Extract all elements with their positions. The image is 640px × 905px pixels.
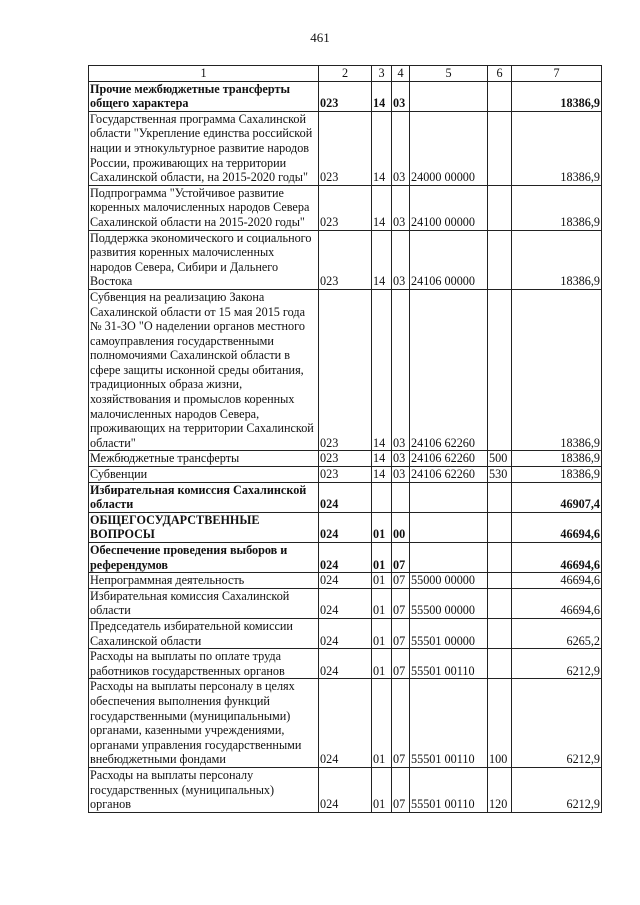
- row-name-cell: Избирательная комиссия Сахалинской области: [89, 482, 319, 512]
- row-ministry-cell: 023: [319, 81, 372, 111]
- row-ministry-cell: 024: [319, 573, 372, 589]
- row-section-cell: 01: [372, 512, 392, 542]
- row-amount-cell: 46694,6: [512, 512, 602, 542]
- row-subsection-cell: 07: [392, 588, 410, 618]
- row-ministry-cell: 024: [319, 482, 372, 512]
- budget-table: [88, 65, 602, 813]
- row-section-cell: 01: [372, 767, 392, 812]
- row-target-cell: 24106 62260: [410, 451, 488, 467]
- row-section-cell: 14: [372, 81, 392, 111]
- row-expense-type-cell: [488, 543, 512, 573]
- table-row: [89, 467, 602, 483]
- row-ministry-cell: 023: [319, 185, 372, 230]
- row-subsection-cell: 07: [392, 618, 410, 648]
- column-header: 1: [89, 66, 319, 82]
- row-name-cell: Расходы на выплаты персоналу государственных (муниципальных) органов: [89, 767, 319, 812]
- row-expense-type-cell: [488, 588, 512, 618]
- row-section-cell: 14: [372, 467, 392, 483]
- table-row: [89, 543, 602, 573]
- row-name-cell: Поддержка экономического и социального развития коренных малочисленных народов Севера, Сибири и Дальнего Востока: [89, 230, 319, 289]
- row-subsection-cell: 03: [392, 185, 410, 230]
- row-amount-cell: 46907,4: [512, 482, 602, 512]
- row-name-cell: Подпрограмма "Устойчивое развитие коренных малочисленных народов Севера Сахалинской области на 2015-2020 годы": [89, 185, 319, 230]
- row-amount-cell: 18386,9: [512, 185, 602, 230]
- row-target-cell: 24000 00000: [410, 111, 488, 185]
- row-ministry-cell: 023: [319, 451, 372, 467]
- table-row: [89, 482, 602, 512]
- row-ministry-cell: 023: [319, 230, 372, 289]
- table-row: [89, 111, 602, 185]
- row-name-cell: Непрограммная деятельность: [89, 573, 319, 589]
- row-section-cell: 14: [372, 230, 392, 289]
- table-row: [89, 81, 602, 111]
- table-row: [89, 618, 602, 648]
- row-section-cell: 14: [372, 111, 392, 185]
- row-expense-type-cell: [488, 618, 512, 648]
- row-expense-type-cell: [488, 512, 512, 542]
- table-row: [89, 185, 602, 230]
- row-amount-cell: 18386,9: [512, 451, 602, 467]
- row-amount-cell: 18386,9: [512, 230, 602, 289]
- table-row: [89, 588, 602, 618]
- row-amount-cell: 18386,9: [512, 467, 602, 483]
- row-name-cell: Председатель избирательной комиссии Сахалинской области: [89, 618, 319, 648]
- column-header: 6: [488, 66, 512, 82]
- row-subsection-cell: 07: [392, 573, 410, 589]
- row-target-cell: 55501 00110: [410, 649, 488, 679]
- row-expense-type-cell: 530: [488, 467, 512, 483]
- row-target-cell: [410, 81, 488, 111]
- row-name-cell: ОБЩЕГОСУДАРСТВЕННЫЕ ВОПРОСЫ: [89, 512, 319, 542]
- page-number: 461: [310, 30, 330, 45]
- row-target-cell: [410, 543, 488, 573]
- row-expense-type-cell: [488, 111, 512, 185]
- table-row: [89, 573, 602, 589]
- column-header: 7: [512, 66, 602, 82]
- row-expense-type-cell: 500: [488, 451, 512, 467]
- row-section-cell: 01: [372, 588, 392, 618]
- row-section-cell: 01: [372, 543, 392, 573]
- row-name-cell: Расходы на выплаты персоналу в целях обеспечения выполнения функций государственными (муниципальными) органами, казенными учреждениями, органами управления государственными внебюджетными фондами: [89, 679, 319, 768]
- row-ministry-cell: 023: [319, 111, 372, 185]
- column-header: 2: [319, 66, 372, 82]
- row-target-cell: 55501 00000: [410, 618, 488, 648]
- row-target-cell: [410, 512, 488, 542]
- row-amount-cell: 6265,2: [512, 618, 602, 648]
- row-subsection-cell: 07: [392, 679, 410, 768]
- row-subsection-cell: 07: [392, 543, 410, 573]
- row-ministry-cell: 023: [319, 467, 372, 483]
- row-ministry-cell: 023: [319, 289, 372, 451]
- row-section-cell: 01: [372, 649, 392, 679]
- row-target-cell: 55501 00110: [410, 679, 488, 768]
- row-target-cell: 24100 00000: [410, 185, 488, 230]
- row-name-cell: Расходы на выплаты по оплате труда работников государственных органов: [89, 649, 319, 679]
- row-name-cell: Избирательная комиссия Сахалинской области: [89, 588, 319, 618]
- row-expense-type-cell: [488, 81, 512, 111]
- row-amount-cell: 6212,9: [512, 679, 602, 768]
- row-section-cell: 14: [372, 451, 392, 467]
- row-name-cell: Прочие межбюджетные трансферты общего характера: [89, 81, 319, 111]
- row-ministry-cell: 024: [319, 588, 372, 618]
- table-row: [89, 451, 602, 467]
- row-section-cell: [372, 482, 392, 512]
- row-subsection-cell: 03: [392, 111, 410, 185]
- row-subsection-cell: 03: [392, 81, 410, 111]
- row-subsection-cell: 07: [392, 767, 410, 812]
- row-subsection-cell: 03: [392, 467, 410, 483]
- row-amount-cell: 18386,9: [512, 289, 602, 451]
- row-expense-type-cell: [488, 230, 512, 289]
- row-ministry-cell: 024: [319, 679, 372, 768]
- row-subsection-cell: 00: [392, 512, 410, 542]
- row-target-cell: 55000 00000: [410, 573, 488, 589]
- column-header: 5: [410, 66, 488, 82]
- row-expense-type-cell: [488, 649, 512, 679]
- row-ministry-cell: 024: [319, 649, 372, 679]
- column-header: 4: [392, 66, 410, 82]
- row-expense-type-cell: [488, 289, 512, 451]
- row-amount-cell: 46694,6: [512, 573, 602, 589]
- row-amount-cell: 46694,6: [512, 588, 602, 618]
- table-row: [89, 512, 602, 542]
- column-header-row: [89, 66, 602, 82]
- row-expense-type-cell: 100: [488, 679, 512, 768]
- row-subsection-cell: 03: [392, 230, 410, 289]
- column-header: 3: [372, 66, 392, 82]
- row-expense-type-cell: 120: [488, 767, 512, 812]
- row-ministry-cell: 024: [319, 618, 372, 648]
- row-ministry-cell: 024: [319, 512, 372, 542]
- table-row: [89, 230, 602, 289]
- row-ministry-cell: 024: [319, 543, 372, 573]
- row-target-cell: 24106 62260: [410, 289, 488, 451]
- row-name-cell: Межбюджетные трансферты: [89, 451, 319, 467]
- row-target-cell: 24106 62260: [410, 467, 488, 483]
- row-amount-cell: 6212,9: [512, 649, 602, 679]
- row-subsection-cell: 07: [392, 649, 410, 679]
- row-subsection-cell: [392, 482, 410, 512]
- row-section-cell: 14: [372, 289, 392, 451]
- row-name-cell: Субвенции: [89, 467, 319, 483]
- row-section-cell: 01: [372, 573, 392, 589]
- row-name-cell: Обеспечение проведения выборов и референдумов: [89, 543, 319, 573]
- row-target-cell: 24106 00000: [410, 230, 488, 289]
- row-expense-type-cell: [488, 573, 512, 589]
- row-amount-cell: 6212,9: [512, 767, 602, 812]
- table-body: [89, 81, 602, 812]
- row-subsection-cell: 03: [392, 451, 410, 467]
- row-name-cell: Государственная программа Сахалинской области "Укрепление единства российской нации и этнокультурное развитие народов России, проживающих на территории Сахалинской области, на 2015-2020 годы": [89, 111, 319, 185]
- row-section-cell: 01: [372, 679, 392, 768]
- row-amount-cell: 18386,9: [512, 81, 602, 111]
- row-expense-type-cell: [488, 482, 512, 512]
- row-subsection-cell: 03: [392, 289, 410, 451]
- row-ministry-cell: 024: [319, 767, 372, 812]
- table-row: [89, 767, 602, 812]
- row-target-cell: 55500 00000: [410, 588, 488, 618]
- row-expense-type-cell: [488, 185, 512, 230]
- row-target-cell: 55501 00110: [410, 767, 488, 812]
- row-name-cell: Субвенция на реализацию Закона Сахалинской области от 15 мая 2015 года № 31-ЗО "О наделении органов местного самоуправления государственными полномочиями Сахалинской области в сфере защиты исконной среды обитания, традиционных образа жизни, хозяйствования и промыслов коренных малочисленных народов Севера, проживающих на территории Сахалинской области": [89, 289, 319, 451]
- row-amount-cell: 46694,6: [512, 543, 602, 573]
- row-section-cell: 01: [372, 618, 392, 648]
- table-row: [89, 289, 602, 451]
- row-section-cell: 14: [372, 185, 392, 230]
- table-row: [89, 679, 602, 768]
- row-target-cell: [410, 482, 488, 512]
- table-row: [89, 649, 602, 679]
- row-amount-cell: 18386,9: [512, 111, 602, 185]
